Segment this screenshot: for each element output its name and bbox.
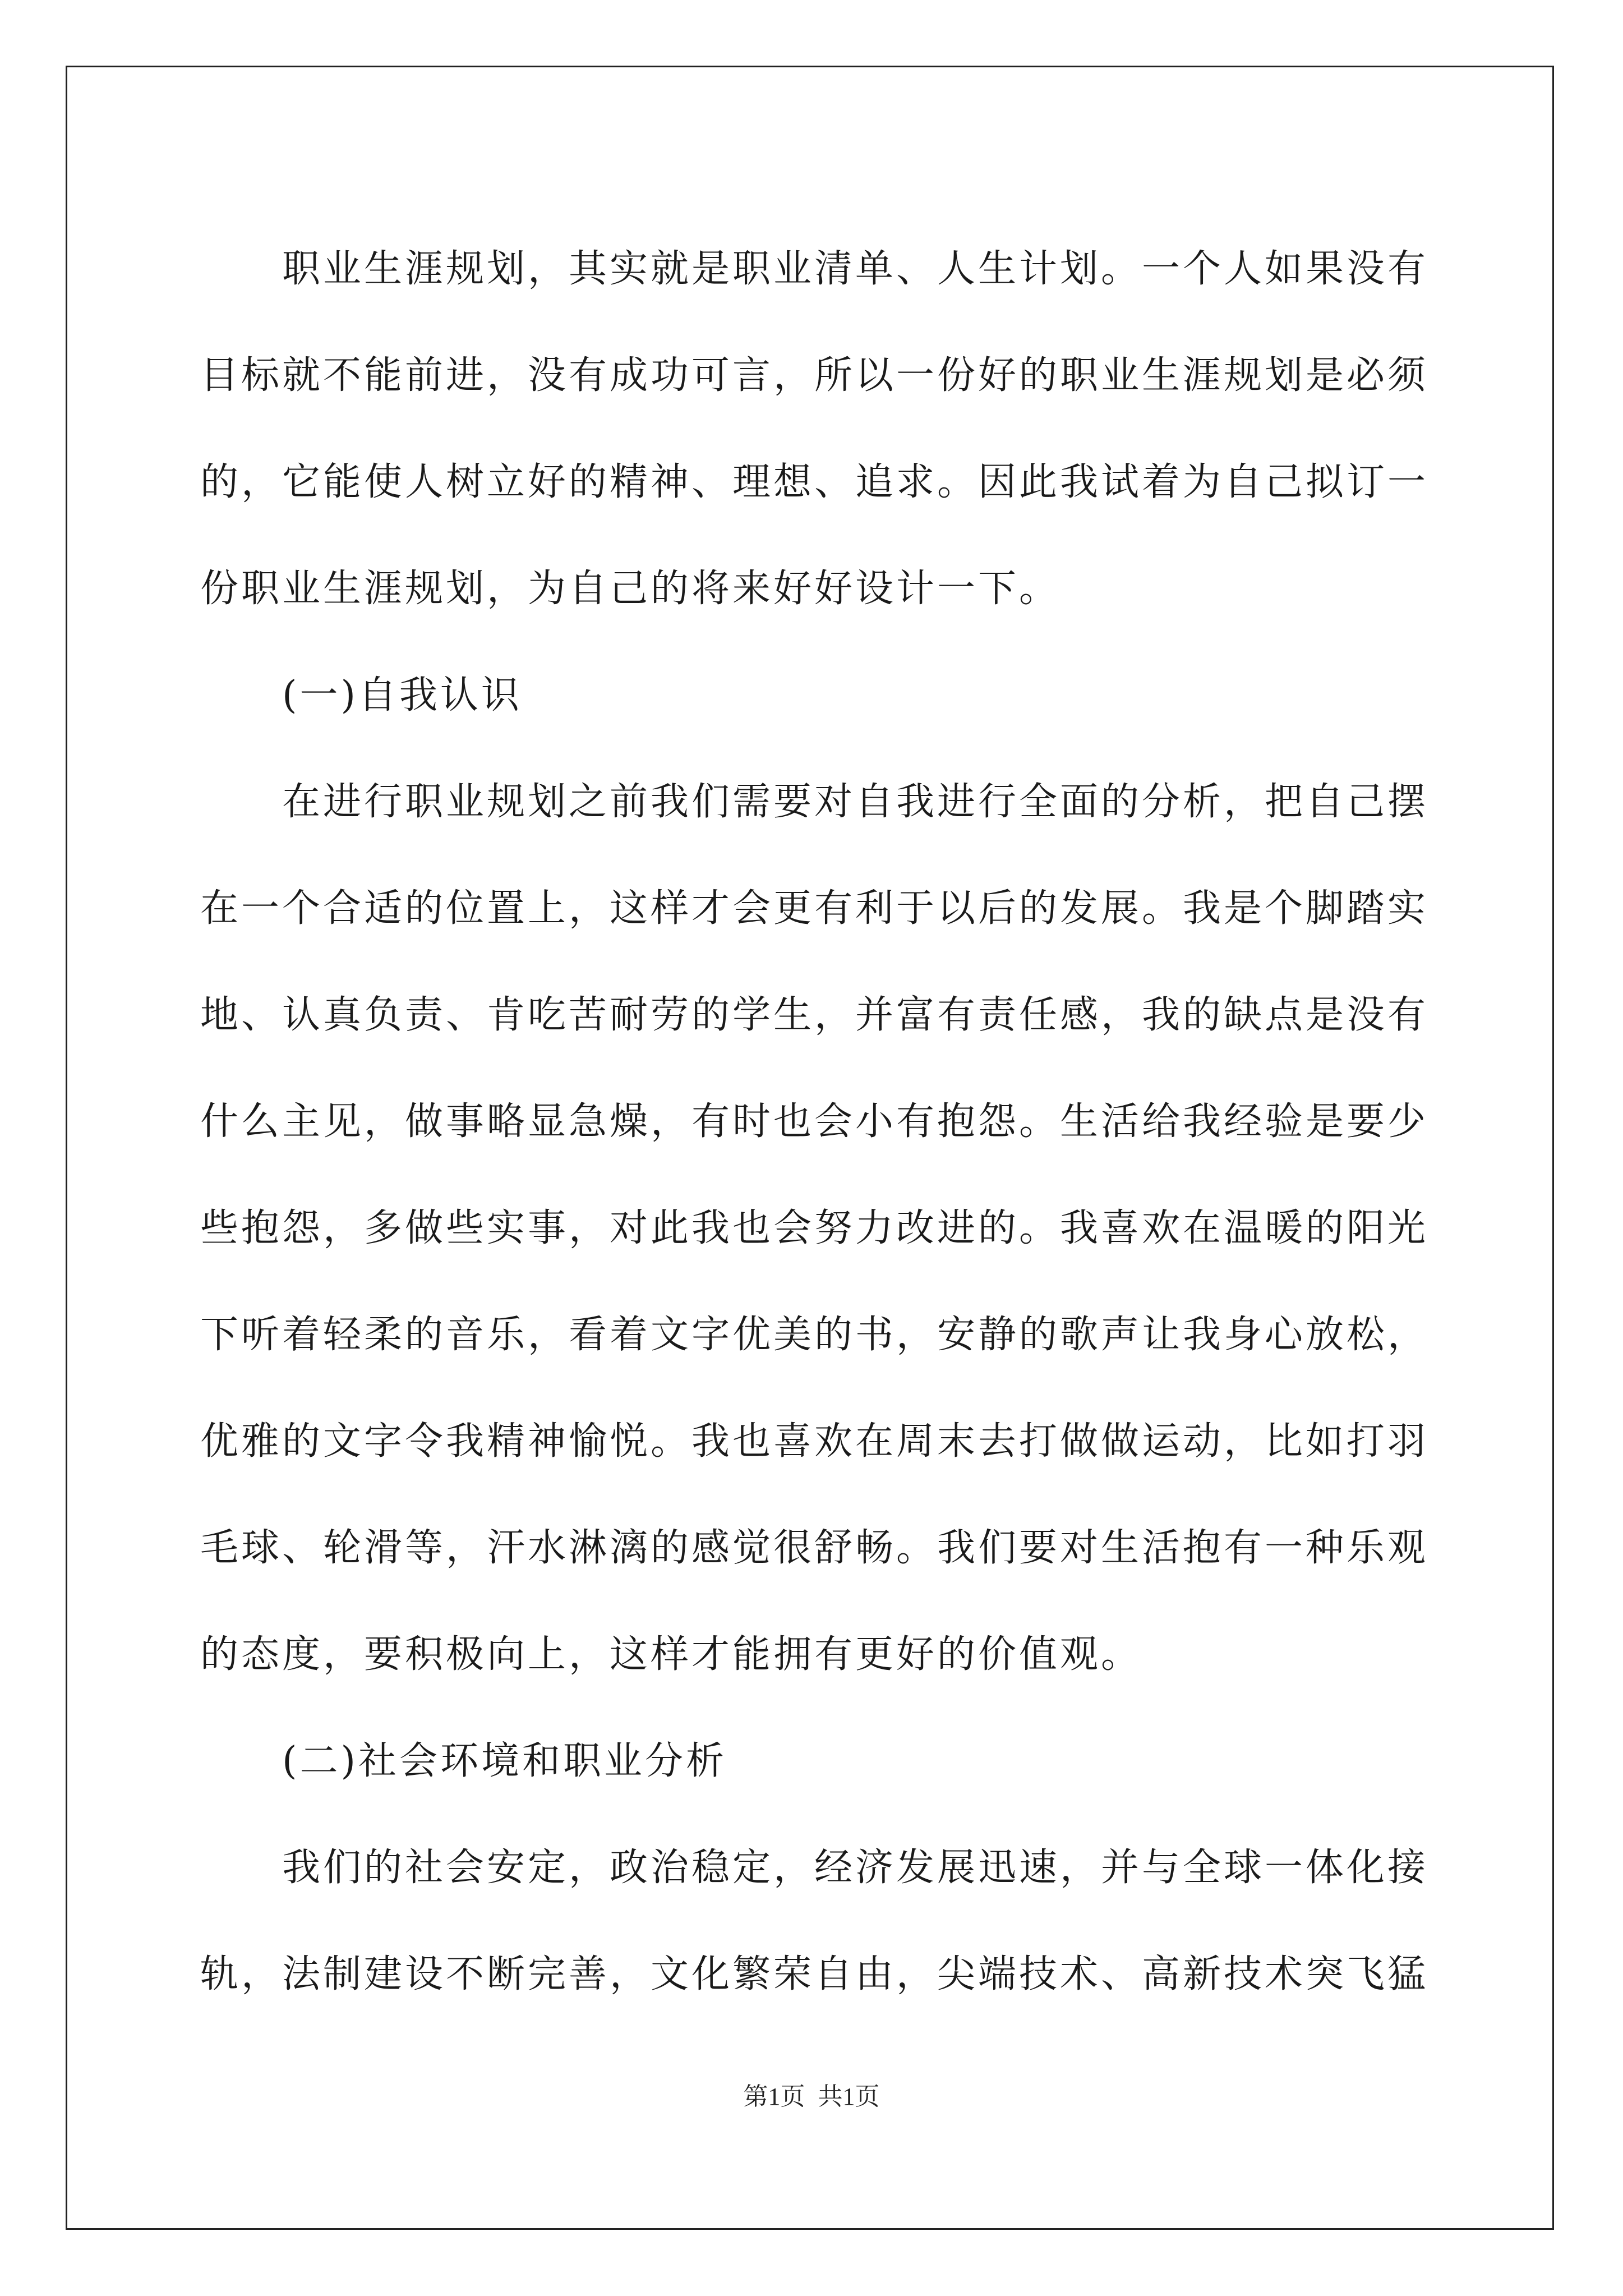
page-total: 共1页 — [818, 2083, 880, 2110]
section-heading-self-awareness: (一)自我认识 — [282, 673, 523, 717]
section-heading-social-environment: (二)社会环境和职业分析 — [282, 1739, 727, 1783]
social-environment-paragraph: 我们的社会安定，政治稳定，经济发展迅速，并与全球一体化接轨，法制建设不断完善，文化繁荣自由，尖端技术、高新技术突飞猛 — [200, 1846, 1429, 1996]
document-body — [200, 216, 1428, 2028]
intro-paragraph: 职业生涯规划，其实就是职业清单、人生计划。一个人如果没有目标就不能前进，没有成功可言，所以一份好的职业生涯规划是必须的，它能使人树立好的精神、理想、追求。因此我试着为自己拟订一份职业生涯规划，为自己的将来好好设计一下。 — [200, 247, 1429, 611]
page-number: 第1页 — [743, 2083, 805, 2110]
self-awareness-paragraph: 在进行职业规划之前我们需要对自我进行全面的分析，把自己摆在一个合适的位置上，这样才会更有利于以后的发展。我是个脚踏实地、认真负责、肯吃苦耐劳的学生，并富有责任感，我的缺点是没有什么主见，做事略显急燥，有时也会小有抱怨。生活给我经验是要少些抱怨，多做些实事，对此我也会努力改进的。我喜欢在温暖的阳光下听着轻柔的音乐，看着文字优美的书，安静的歌声让我身心放松，优雅的文字令我精神愉悦。我也喜欢在周末去打做做运动，比如打羽毛球、轮滑等，汗水淋漓的感觉很舒畅。我们要对生活抱有一种乐观的态度，要积极向上，这样才能拥有更好的价值观。 — [200, 780, 1429, 1677]
page-footer — [0, 2080, 1623, 2114]
